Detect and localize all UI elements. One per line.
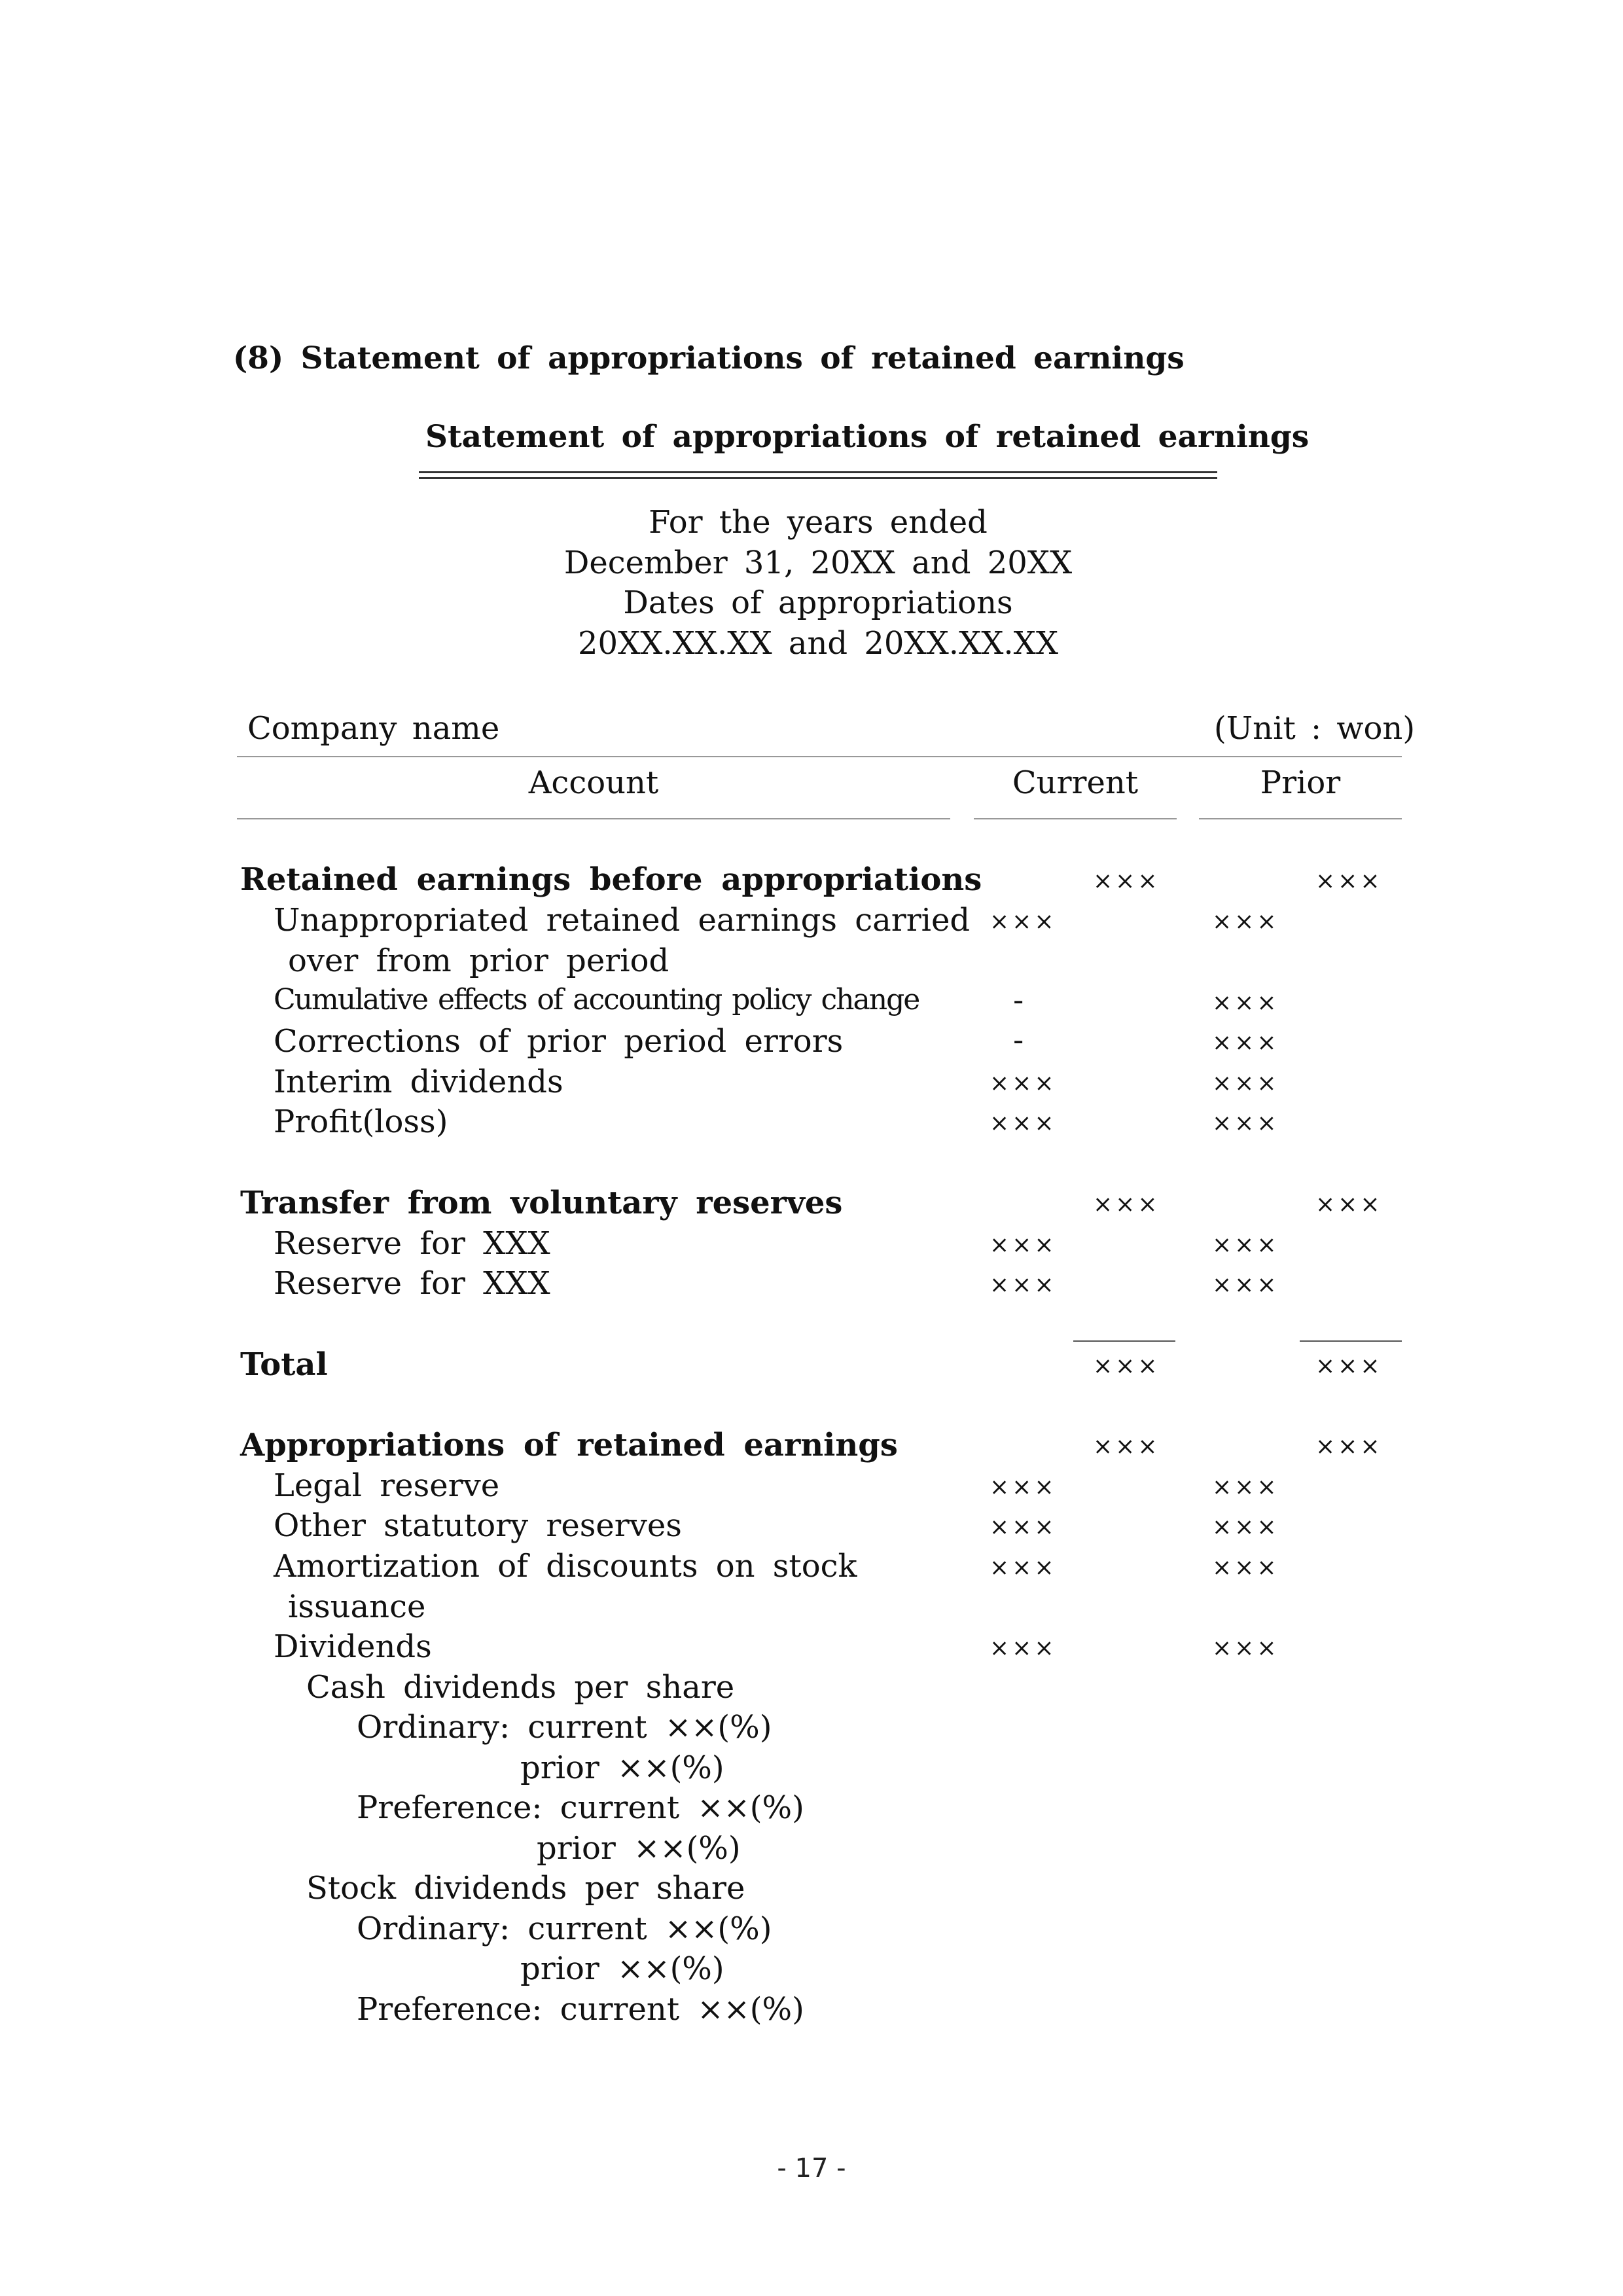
period-line-4: 20XX.XX.XX and 20XX.XX.XX [577, 625, 1059, 662]
value-prior-item: ××× [1212, 1030, 1279, 1056]
value-prior-item: ××× [1212, 1272, 1279, 1299]
value-current-item: ××× [990, 1110, 1057, 1137]
row-reserve-for-xxx: Reserve for XXX [274, 1265, 550, 1302]
row-stock-dividends-per-share: Stock dividends per share [306, 1870, 745, 1907]
value-current-item: ××× [990, 1474, 1057, 1501]
row-corrections-prior-errors: Corrections of prior period errors [274, 1023, 844, 1060]
value-current-total: ××× [1093, 868, 1160, 895]
company-name: Company name [247, 710, 500, 747]
value-current-item: ××× [990, 908, 1057, 935]
row-cash-preference-current: Preference: current ××(%) [357, 1789, 804, 1826]
row-cash-dividends-per-share: Cash dividends per share [306, 1669, 735, 1706]
value-current-item: ××× [990, 1232, 1057, 1259]
value-prior-total: ××× [1315, 1353, 1383, 1380]
document-title: Statement of appropriations of retained earnings [425, 419, 1310, 455]
value-prior-item: ××× [1212, 1232, 1279, 1259]
value-prior-total: ××× [1315, 868, 1383, 895]
title-double-rule-bottom [419, 477, 1217, 479]
row-interim-dividends: Interim dividends [274, 1064, 563, 1100]
value-current-item: ××× [990, 1635, 1057, 1662]
row-cash-preference-prior: prior ××(%) [537, 1830, 741, 1867]
row-appropriations-retained-earnings: Appropriations of retained earnings [240, 1427, 898, 1463]
row-cash-ordinary-current: Ordinary: current ××(%) [357, 1709, 772, 1746]
value-current-item: ××× [990, 1554, 1057, 1581]
row-cumulative-effects: Cumulative effects of accounting policy change [274, 983, 919, 1016]
row-other-statutory-reserves: Other statutory reserves [274, 1507, 682, 1544]
row-stock-ordinary-current: Ordinary: current ××(%) [357, 1910, 772, 1947]
value-prior-item: ××× [1212, 1635, 1279, 1662]
row-unappropriated-retained-earnings-cont: over from prior period [288, 942, 669, 979]
column-header-prior: Prior [1260, 764, 1341, 801]
unit-label: (Unit : won) [1214, 710, 1416, 747]
row-retained-earnings-before-appropriations: Retained earnings before appropriations [240, 861, 982, 898]
row-stock-ordinary-prior: prior ××(%) [520, 1950, 724, 1987]
value-prior-item: ××× [1212, 1474, 1279, 1501]
value-prior-item: ××× [1212, 990, 1279, 1016]
column-header-account: Account [528, 764, 659, 801]
page-number: - 17 - [777, 2153, 846, 2183]
row-profit-loss: Profit(loss) [274, 1103, 448, 1140]
value-current-total: ××× [1093, 1191, 1160, 1218]
row-amortization-discounts: Amortization of discounts on stock [274, 1548, 857, 1585]
row-stock-preference-current: Preference: current ××(%) [357, 1991, 804, 2028]
period-line-3: Dates of appropriations [623, 584, 1013, 621]
value-prior-item: ××× [1212, 908, 1279, 935]
current-total-rule [1073, 1340, 1175, 1342]
prior-total-rule [1300, 1340, 1402, 1342]
value-prior-item: ××× [1212, 1554, 1279, 1581]
value-prior-item: ××× [1212, 1514, 1279, 1541]
period-line-1: For the years ended [649, 504, 988, 541]
column-header-current: Current [1012, 764, 1139, 801]
row-unappropriated-retained-earnings: Unappropriated retained earnings carried [274, 902, 971, 939]
row-reserve-for-xxx: Reserve for XXX [274, 1225, 550, 1262]
row-amortization-discounts-cont: issuance [288, 1588, 426, 1625]
prior-header-rule [1199, 818, 1402, 819]
period-line-2: December 31, 20XX and 20XX [563, 545, 1073, 581]
value-current-total: ××× [1093, 1433, 1160, 1460]
row-transfer-voluntary-reserves: Transfer from voluntary reserves [240, 1185, 843, 1221]
value-current-dash: - [1013, 982, 1024, 1018]
value-current-total: ××× [1093, 1353, 1160, 1380]
row-legal-reserve: Legal reserve [274, 1467, 500, 1504]
value-current-item: ××× [990, 1514, 1057, 1541]
row-cash-ordinary-prior: prior ××(%) [520, 1749, 724, 1786]
value-prior-total: ××× [1315, 1433, 1383, 1460]
header-top-rule [237, 756, 1402, 757]
value-prior-item: ××× [1212, 1110, 1279, 1137]
account-header-rule [237, 818, 950, 819]
value-prior-item: ××× [1212, 1070, 1279, 1097]
value-current-dash: - [1013, 1022, 1024, 1058]
value-current-item: ××× [990, 1272, 1057, 1299]
title-double-rule-top [419, 471, 1217, 473]
current-header-rule [974, 818, 1177, 819]
value-current-item: ××× [990, 1070, 1057, 1097]
value-prior-total: ××× [1315, 1191, 1383, 1218]
row-dividends: Dividends [274, 1628, 432, 1665]
row-total: Total [240, 1346, 328, 1383]
section-heading: (8) Statement of appropriations of retained earnings [233, 340, 1185, 376]
